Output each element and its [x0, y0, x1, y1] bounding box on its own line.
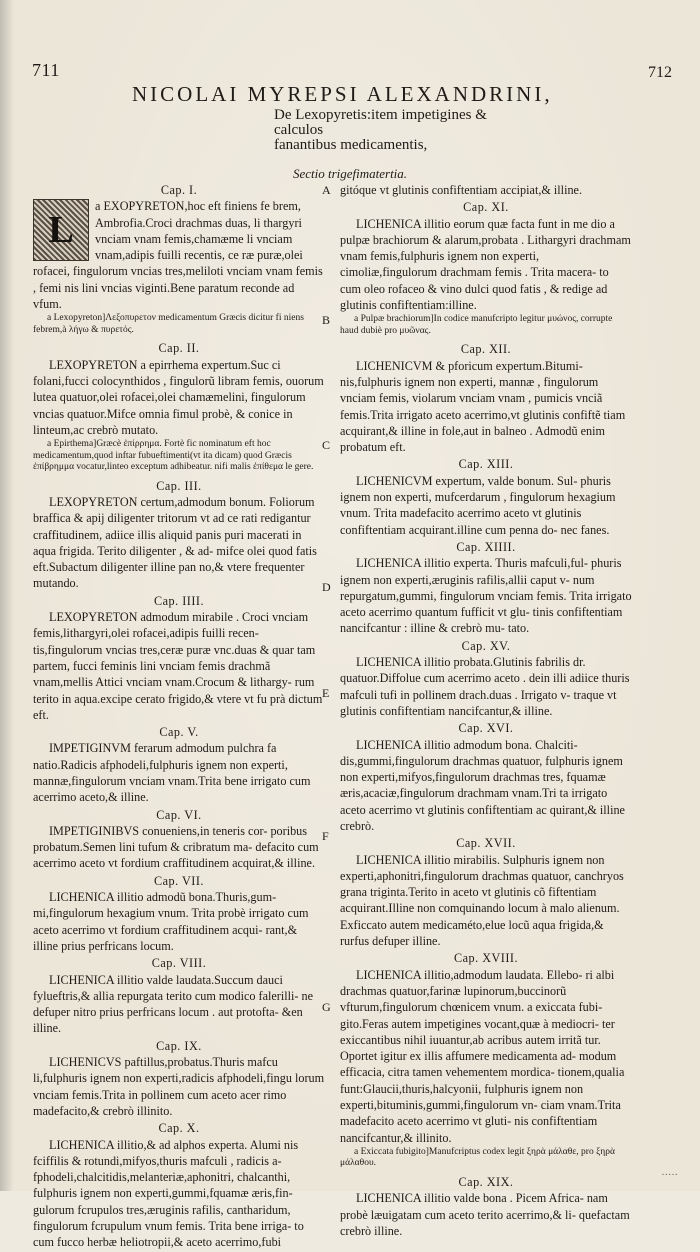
right-column: [340, 182, 632, 1240]
footnote: a Epirthema]Græcè ἐπίρρημα. Fortè fic nominatum eft hoc medicamentum,quod inftar fubueftimenti(vt ita dicam) quod Græcis ἐπίβρημμα vocatur,linteo exceptum adhibeatur. nifi malis ἐπίθεμα le gere.: [33, 439, 314, 473]
chapter-heading: Cap. XVII.: [456, 836, 516, 851]
chapter-heading: Cap. VI.: [156, 807, 202, 822]
chapter-heading: Cap. IX.: [156, 1038, 202, 1053]
margin-letter-b: B: [322, 313, 331, 327]
chapter-text: LICHENICA illitio probata.Glutinis fabrilis dr. quatuor.Diffolue cum acerrimo aceto . dein illi adiice thuris mafculi tufi in pollinem drach.duas . Irrigato v- traque vt glutinis confiftentiam nancifcantur,& illine.: [340, 655, 630, 718]
chapter-text: LICHENICVM expertum, valde bonum. Sul- phuris ignem non experti, mufcerdarum , fingulorum hexagium vnum. Trita madefacito acerrimo aceto vt glutinis confiftentiam acquirant.illine cum penna do- nec fanes.: [340, 473, 616, 537]
chapter-text: a EXOPYRETON,hoc eft finiens fe brem, Ambrofia.Croci drachmas duas, li thargyri vnciam vnam femis,chamæme li vnciam vnam,adipis fuilli recentis, ce ræ puræ,olei rofacei, fingulorum vncias tres,meliloti vnciam vnam femis , femi nis lini vncias viginti.Bene paratum reconde ad vfum.: [33, 199, 323, 312]
chapter-text: LICHENICA illitio eorum quæ facta funt in me dio a pulpæ brachiorum & alarum,probata . Lithargyri drachmam vnam femis,fulphuris ignem non experti, cimoliæ,fingulorum drachmam femis . Trita macera- to cum oleo rofaceo & vino dulci quod fatis , & redige ad glutinis confiftentiam:illine.: [340, 216, 631, 313]
section-heading: Sectio trigefimatertia.: [292, 166, 408, 181]
margin-letter-e: E: [322, 686, 330, 700]
chapter-heading: Cap. XVI.: [458, 721, 514, 736]
margin-mark: ·····: [661, 1170, 678, 1181]
decorated-initial: [33, 199, 89, 261]
chapter-heading: Cap. III.: [156, 478, 202, 493]
chapter-text: LEXOPYRETON admodum mirabile . Croci vnciam femis,lithargyri,olei rofacei,adipis fuilli recen- tis,fingulorum vncias tres,ceræ puræ vnc.duas & quar tam partem, fucci feminis lini vnciam femis drachmã vnam,mellis Attici vnciam vnam.Crocum & lithargy- rum terito in aqua.excipe cerato frigido,& vtere vt fu prà dictum eft.: [33, 610, 323, 722]
subtitle-line-1: De Lexopyretis:item impetigines & calculos: [274, 107, 487, 138]
chapter-text: LEXOPYRETON a epirrhema expertum.Suc ci folani,fucci colocynthidos , fingulorũ libram femis, ouorum lutea quatuor,olei rofacei,olei chamæmelini, fingulorum vncias quatuor.Mifce omnia fimul probè, & conice in linteum,ac crebrò mutato.: [33, 357, 324, 437]
initial-letter: L: [48, 209, 74, 252]
chapter-heading: Cap. XIII.: [458, 457, 514, 472]
page-header: [22, 56, 678, 181]
subtitle: [274, 108, 494, 153]
chapter-heading: Cap. XII.: [460, 342, 512, 357]
margin-letter-d: D: [322, 580, 331, 594]
margin-letter-c: C: [322, 438, 331, 452]
chapter-text: LICHENICA illitio valde laudata.Succum dauci fylueftris,& allia repurgata terito cum modico falerilli- ne defuper nitro prius perfricans locum . aut protofta- &en illine.: [33, 972, 313, 1036]
chapter-text: IMPETIGINIBVS conueniens,in teneris cor- poribus probatum.Semen lini tufum & cribratum ma- defacito cum acerrimo aceto vt fordium craffitudinem acquirat,& illine.: [33, 823, 319, 871]
subtitle-line-2: fanantibus medicamentis,: [274, 137, 428, 153]
chapter-heading: Cap. IIII.: [153, 593, 204, 608]
chapter-text: LICHENICA illitio experta. Thuris mafculi,ful- phuris ignem non experti,æruginis rafilis,allii caput v- num repurgatum,gummi, fingulorum vnciam femis. Trita irrigato aceto acerrimo quantum fufficit vt glu- tinis confiftentiam nancifcantur : illine & crebrò mu- tato.: [340, 556, 632, 636]
chapter-text: LICHENICA illitio,admodum laudata. Ellebo- ri albi drachmas quatuor,farinæ lupinorum,buccinorũ vfturum,fingulorum chœnicem vnum. a exiccata fubi- gito.Feras autem impetigines vocant,quæ à mediocri- ter exiccantibus nihil iuuantur,ab acribus autem irritã tur. Oportet igitur ex illis affumere medicamenta ad- modum efficacia, citra tamen vehementem mordica- tionem,qualia funt:Glaucii,thuris,halcyonii, fulphuris ignem non experti,bituminis,gummi,fingulorum vn- ciam vnam.Trita madefacito aceto acerrimo vt gluti- nis confiftentiam nancifcantur,& illinito.: [340, 967, 625, 1145]
margin-letter-g: G: [322, 1000, 331, 1014]
chapter-heading: Cap. V.: [159, 725, 199, 740]
chapter-text: LICHENICA illitio mirabilis. Sulphuris ignem non experti,aphonitri,fingulorum drachmas quatuor, canchryos grana triginta.Terito in aceto vt glutinis cõ fiftentiam acquirant.Illine non comquinando locum à malo alienum. Exficcato autem medicaméto,elue locũ aqua frigida,& rurfus defuper illine.: [340, 852, 624, 949]
chapter-text: LICHENICA illitio admodũ bona.Thuris,gum- mi,fingulorum hexagium vnum. Trita probè irrigato cum aceto acerrimo vt fordium craffitudinem acqui- rant,& illine prius perfricans locum.: [33, 890, 309, 953]
chapter-heading: Cap. II.: [158, 341, 200, 356]
footnote: a Exiccata fubigito]Manufcriptus codex legit ξηρὰ μάλαθε, pro ξηρὰ μάλαθου.: [340, 1146, 615, 1169]
chapter-text: IMPETIGINVM ferarum admodum pulchra fa natio.Radicis afphodeli,fulphuris ignem non experti, mannæ,fingulorum vnciam vnam.Trita bene irrigato cum acerrimo aceto,& illine.: [33, 741, 311, 805]
left-column: [33, 182, 325, 1252]
chapter-text: LICHENICA illitio,& ad alphos experta. Alumi nis fciffilis & rotundi,mifyos,thuris mafculi , radicis a- fphodeli,chalcitidis,melanteriæ,aphonitri, chalcanthi, fulphuris ignem non experti,gummi,fquamæ æris,fin- gulorum fcrupulos tres,æruginis rafilis, cantharidum, fingulorum fcrupulum vnum femis. Trita bene irriga- to cum fucco herbæ heliotropii,& aceto acerrimo,fubi: [33, 1137, 304, 1250]
chapter-heading: Cap. X.: [158, 1121, 200, 1136]
chapter-text: LEXOPYRETON certum,admodum bonum. Foliorum braffica & apij diligenter tritorum vt ad ce rati redigantur craffitudinem, adiice illis aliquid panis puri macerati in aqua frigida. Terito diligenter , & ad- mifce olei quod fatis eft.Subactum diligenter illine pan no,& vtere frequenter mutando.: [33, 494, 317, 591]
chapter-heading: Cap. XV.: [461, 638, 511, 653]
chapter-text: LICHENICA illitio admodum bona. Chalciti- dis,gummi,fingulorum drachmas quatuor, fulphuris ignem non experti,mifyos,fingulorum drachmas tres, fquamæ æris,acaciæ,fingulorum drachmam vnam.Tri ta irrigato aceto acerrimo vt glutinis confiftentiam ac quirant,& illine crebrò.: [340, 737, 625, 833]
gutter-shadow: [0, 0, 14, 1191]
continued-text: gitóque vt glutinis confiftentiam accipiat,& illine.: [340, 183, 583, 197]
page-number-left: 711: [32, 60, 60, 80]
margin-letter-f: F: [322, 829, 329, 843]
chapter-heading: Cap. I.: [160, 183, 198, 197]
chapter-heading: Cap. VII.: [154, 873, 204, 888]
margin-letter-a: A: [322, 183, 331, 197]
footnote: a Lexopyreton]Λεξοπυρετον medicamentum Græcis dicitur fi niens febrem,à λήγω & πυρετός.: [33, 313, 304, 335]
chapter-heading: Cap. VIII.: [151, 956, 207, 971]
chapter-heading: Cap. XIIII.: [456, 539, 516, 554]
chapter-text: LICHENICVS paftillus,probatus.Thuris mafcu li,fulphuris ignem non experti,radicis afphodeli,fingu lorum vnciam femis.Trita in pollinem cum aceto acer rimo madefacito,& crebrò illinito.: [33, 1055, 325, 1118]
chapter-text: LICHENICA illitio valde bona . Picem Africa- nam probè læuigatam cum aceto terito acerrimo,& li- quefactam crebrò illine.: [340, 1191, 630, 1238]
chapter-heading: Cap. XIX.: [458, 1174, 514, 1189]
page-number-right: 712: [648, 64, 672, 81]
chapter-heading: Cap. XI.: [463, 200, 509, 215]
chapter-heading: Cap. XVIII.: [453, 951, 519, 966]
footnote: a Pulpæ brachiorum]In codice manufcripto legitur μυώνος, corrupte haud dubiè pro μυῶνας.: [340, 314, 613, 336]
running-title: NICOLAI MYREPSI ALEXANDRINI,: [132, 82, 553, 106]
chapter-text: LICHENICVM & pforicum expertum.Bitumi- nis,fulphuris ignem non experti, mannæ , fingulorum vnciam femis, violarum vnciam vnam , pumicis vnciã femis.Trita irrigato aceto acerrimo,vt glutinis confiftẽ tiam acquirant,& illine in fole,aut in balneo . Admodũ enim probatum eft.: [340, 358, 626, 455]
